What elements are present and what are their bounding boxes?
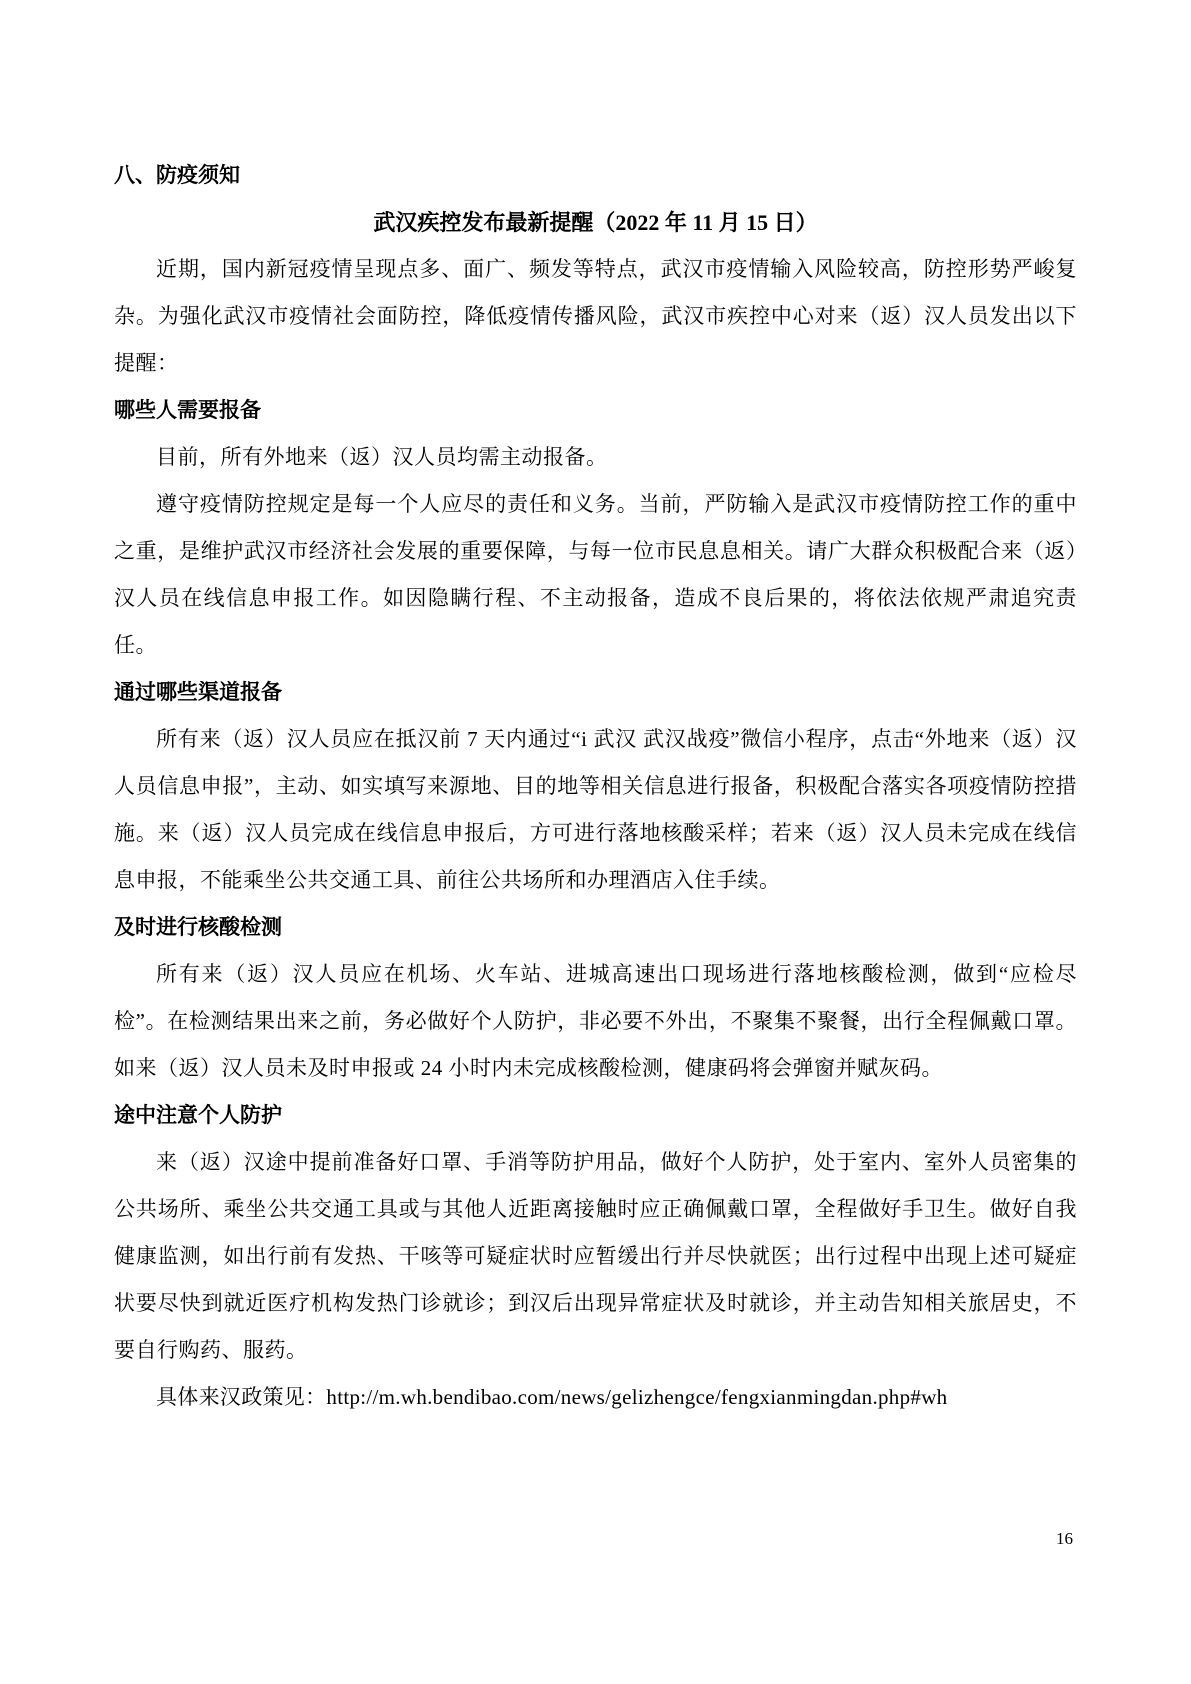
paragraph-intro: 近期，国内新冠疫情呈现点多、面广、频发等特点，武汉市疫情输入风险较高，防控形势严峻复杂。为强化武汉市疫情社会面防控，降低疫情传播风险，武汉市疾控中心对来（返）汉人员发出以下提醒： xyxy=(114,257,1077,375)
subheading-report-channels: 通过哪些渠道报备 xyxy=(114,680,282,704)
paragraph-report-procedure: 所有来（返）汉人员应在抵汉前 7 天内通过“i 武汉 武汉战疫”微信小程序，点击“外地来（返）汉人员信息申报”，主动、如实填写来源地、目的地等相关信息进行报备，积极配合落实各项疫情防控措施。来（返）汉人员完成在线信息申报后，方可进行落地核酸采样；若来（返）汉人员未完成在线信息申报，不能乘坐公共交通工具、前往公共场所和办理酒店入住手续。 xyxy=(114,727,1077,892)
paragraph-testing: 所有来（返）汉人员应在机场、火车站、进城高速出口现场进行落地核酸检测，做到“应检尽检”。在检测结果出来之前，务必做好个人防护，非必要不外出，不聚集不聚餐，出行全程佩戴口罩。如来（返）汉人员未及时申报或 24 小时内未完成核酸检测，健康码将会弹窗并赋灰码。 xyxy=(114,962,1077,1080)
paragraph-responsibility: 遵守疫情防控规定是每一个人应尽的责任和义务。当前，严防输入是武汉市疫情防控工作的重中之重，是维护武汉市经济社会发展的重要保障，与每一位市民息息相关。请广大群众积极配合来（返）汉人员在线信息申报工作。如因隐瞒行程、不主动报备，造成不良后果的，将依法依规严肃追究责任。 xyxy=(114,492,1077,657)
subheading-who-must-report: 哪些人需要报备 xyxy=(114,398,261,422)
section-heading: 八、防疫须知 xyxy=(114,163,240,187)
subheading-nucleic-acid-testing: 及时进行核酸检测 xyxy=(114,915,282,939)
subheading-personal-protection: 途中注意个人防护 xyxy=(114,1103,282,1127)
paragraph-protection: 来（返）汉途中提前准备好口罩、手消等防护用品，做好个人防护，处于室内、室外人员密集的公共场所、乘坐公共交通工具或与其他人近距离接触时应正确佩戴口罩，全程做好手卫生。做好自我健康监测，如出行前有发热、干咳等可疑症状时应暂缓出行并尽快就医；出行过程中出现上述可疑症状要尽快到就近医疗机构发热门诊就诊；到汉后出现异常症状及时就诊，并主动告知相关旅居史，不要自行购药、服药。 xyxy=(114,1150,1077,1362)
page-footer xyxy=(0,1528,1191,1550)
page-number: 16 xyxy=(1056,1529,1073,1548)
paragraph-report-requirement: 目前，所有外地来（返）汉人员均需主动报备。 xyxy=(156,445,608,469)
paragraph-policy-link: 具体来汉政策见：http://m.wh.bendibao.com/news/gelizhengce/fengxianmingdan.php#wh xyxy=(156,1385,948,1409)
document-title: 武汉疾控发布最新提醒（2022 年 11 月 15 日） xyxy=(373,210,818,235)
